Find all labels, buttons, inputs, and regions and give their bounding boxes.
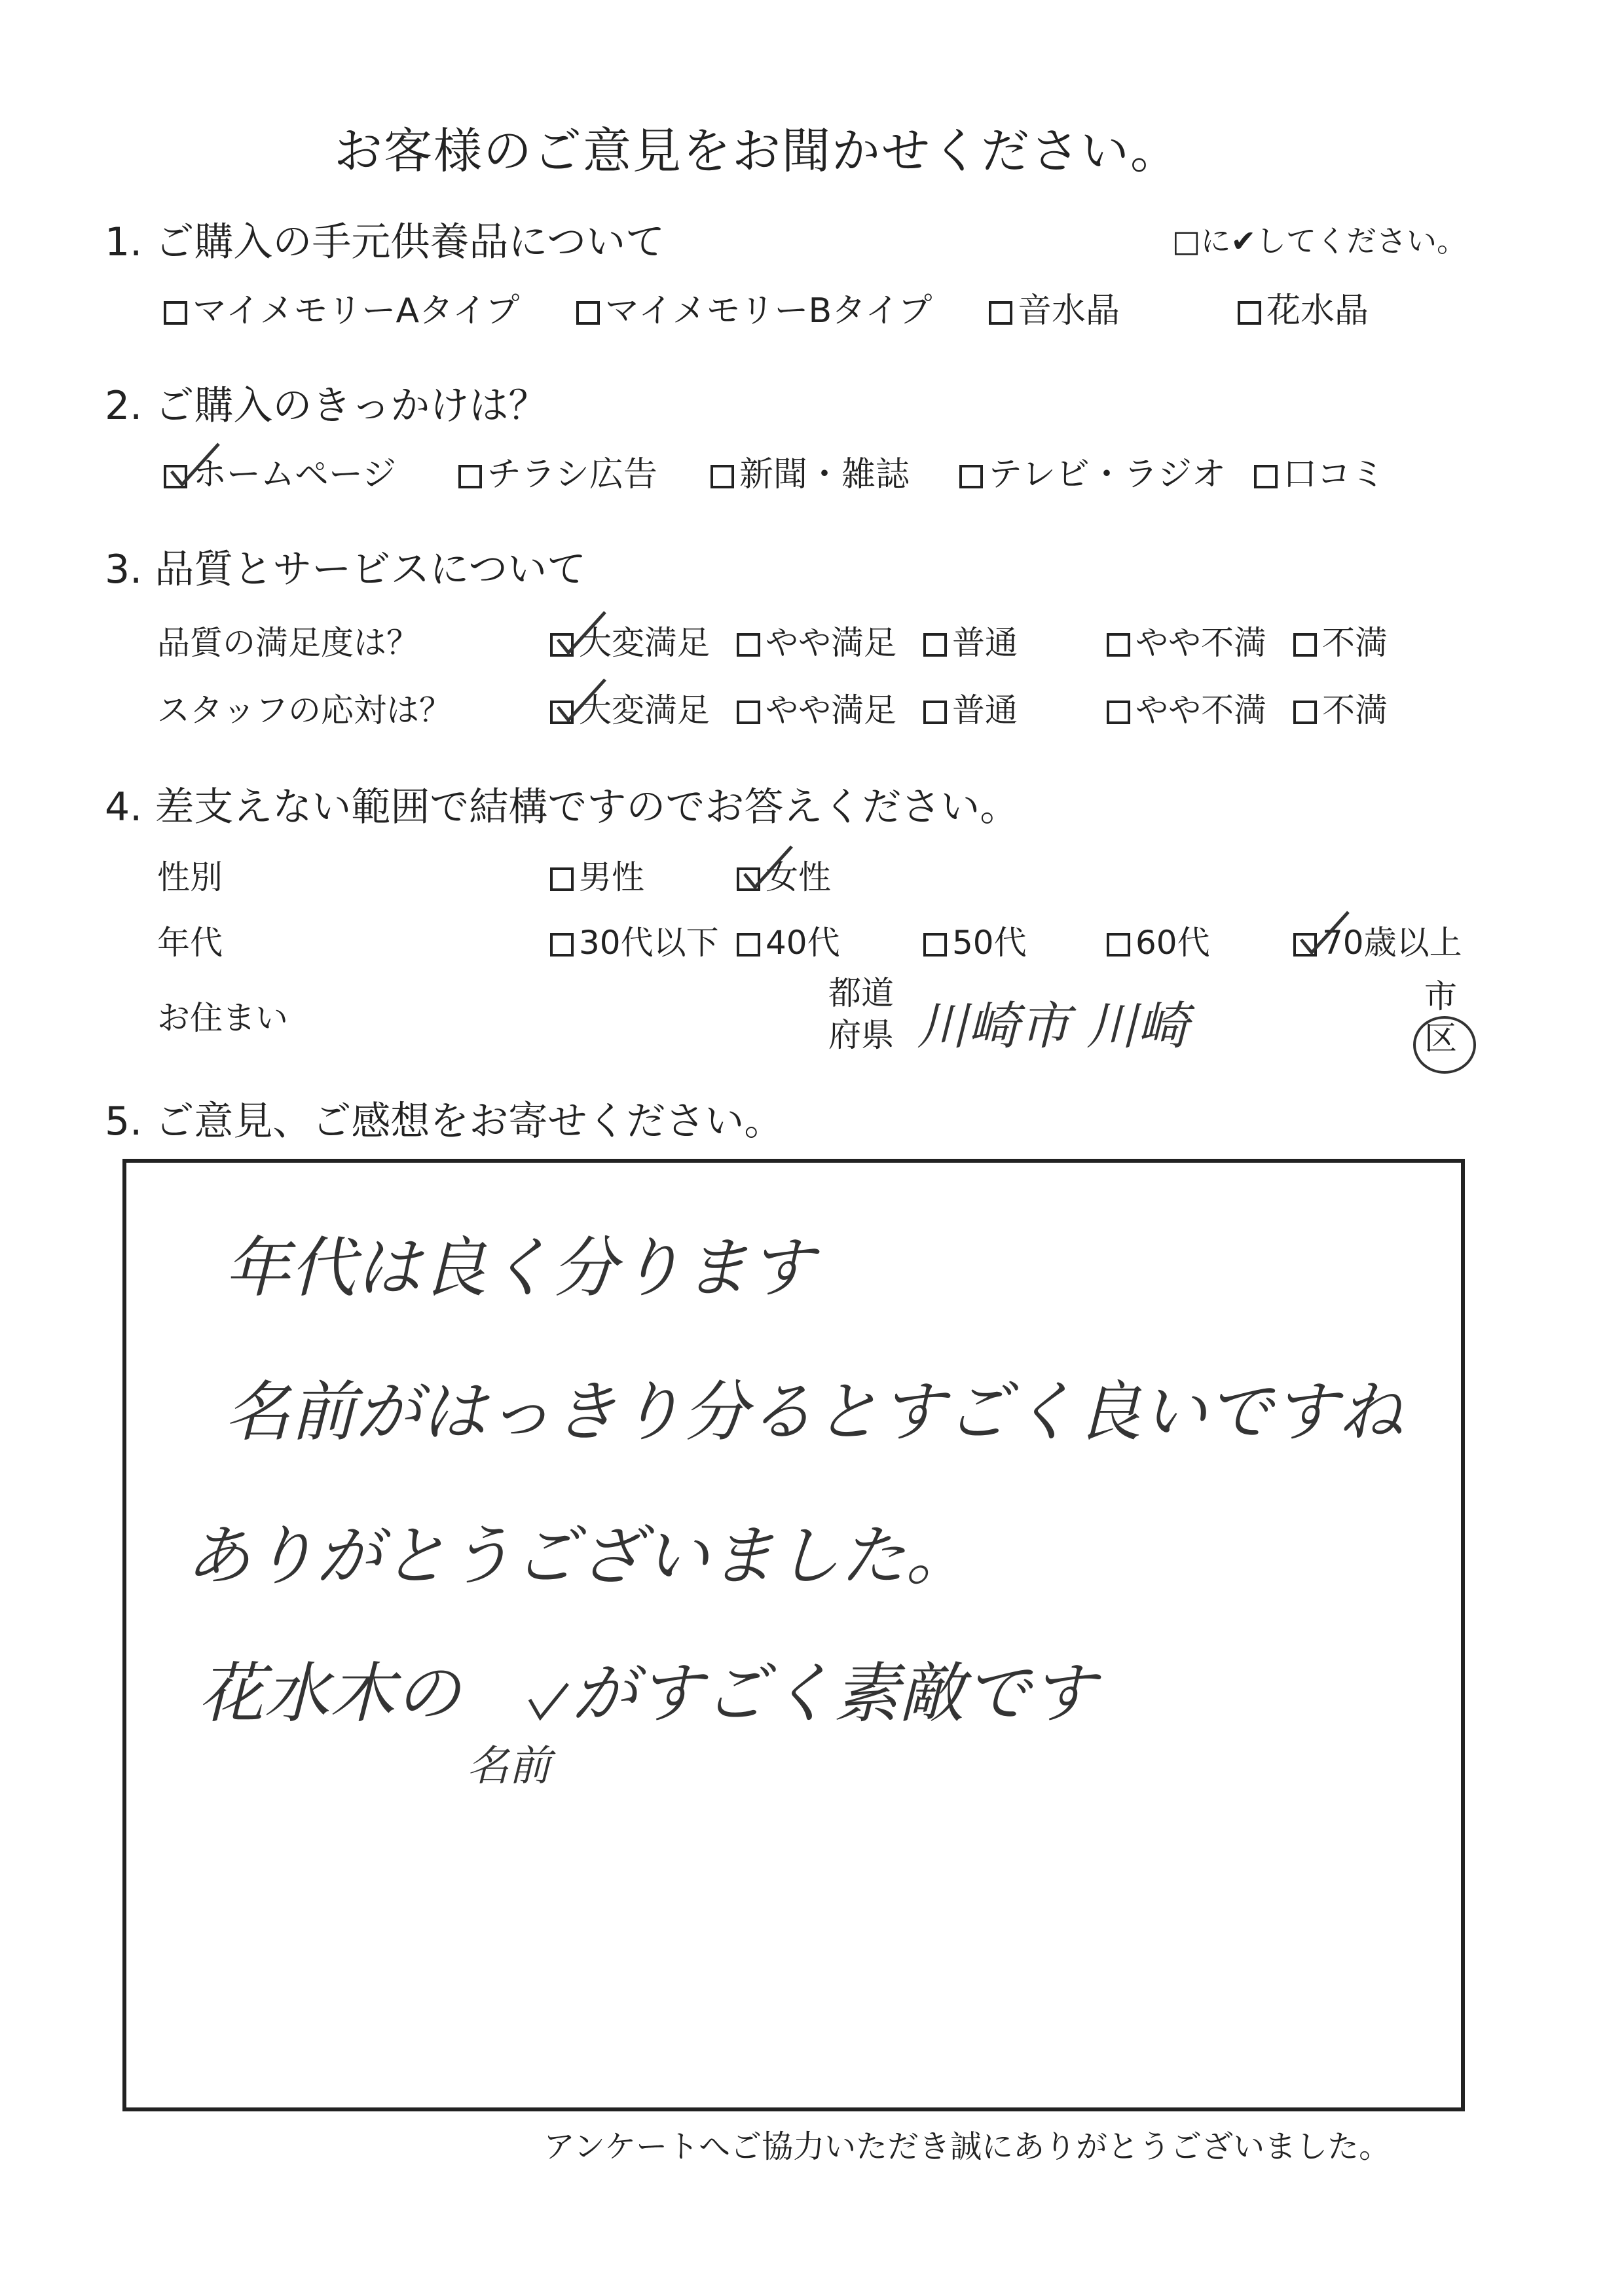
gender-label: 性別 — [157, 858, 223, 896]
checkbox[interactable] — [1107, 701, 1130, 724]
insertion-mark-icon — [526, 1680, 572, 1726]
q1-option-hana[interactable]: 花水晶 — [1238, 283, 1369, 332]
checkbox[interactable] — [737, 701, 760, 724]
q2-option-flyer[interactable]: チラシ広告 — [458, 446, 657, 496]
checkmark-icon — [168, 441, 227, 500]
q4-heading: 4. 差支えない範囲で結構ですのでお答えください。 — [105, 784, 1020, 830]
q1-option-oto[interactable]: 音水晶 — [989, 283, 1120, 332]
q3-row-quality-opt-4[interactable]: やや不満 — [1107, 617, 1266, 664]
q2-option-newspaper[interactable]: 新聞・雑誌 — [710, 446, 910, 496]
q1-option-a[interactable]: マイメモリーAタイプ — [164, 283, 519, 332]
comment-line-3: ありがとうございました。 — [185, 1518, 971, 1594]
checkbox[interactable] — [1293, 701, 1317, 724]
checkbox-checked[interactable] — [550, 701, 574, 724]
checkbox[interactable] — [576, 301, 600, 325]
footer-thanks: アンケートへご協力いただき誠にありがとうございました。 — [544, 2128, 1391, 2165]
ward-circle-mark — [1413, 1016, 1476, 1074]
q3-row-staff-opt-5[interactable]: 不満 — [1293, 684, 1388, 731]
comment-box[interactable] — [122, 1159, 1465, 2111]
q2-option-homepage[interactable]: ホームページ — [164, 446, 396, 496]
q2-option-tv-radio[interactable]: テレビ・ラジオ — [959, 446, 1226, 496]
q3-row-quality-opt-5[interactable]: 不満 — [1293, 617, 1388, 664]
age-label: 年代 — [157, 924, 223, 962]
checkbox[interactable] — [710, 465, 734, 488]
checkbox[interactable] — [458, 465, 482, 488]
comment-line-2: 名前がはっきり分るとすごく良いですね — [225, 1374, 1403, 1450]
checkbox[interactable] — [1107, 633, 1130, 657]
q3-heading: 3. 品質とサービスについて — [105, 547, 587, 592]
comment-line-5: がすごく素敵です — [572, 1655, 1096, 1732]
q3-row-staff-label: スタッフの応対は？ — [157, 691, 452, 729]
q1-instruction: □に✔してください。 — [1172, 223, 1467, 259]
checkbox[interactable] — [1107, 933, 1130, 957]
comment-insertion-word: 名前 — [467, 1742, 551, 1791]
checkbox[interactable] — [1238, 301, 1261, 325]
q5-heading: 5. ご意見、ご感想をお寄せください。 — [105, 1099, 784, 1144]
residence-handwritten: 川崎市 川崎 — [917, 997, 1189, 1056]
checkbox[interactable] — [923, 633, 947, 657]
q3-row-quality-opt-3[interactable]: 普通 — [923, 617, 1018, 664]
checkbox-checked[interactable] — [164, 465, 187, 488]
age-70-over[interactable]: 70歳以上 — [1293, 917, 1462, 964]
q1-option-b[interactable]: マイメモリーBタイプ — [576, 283, 932, 332]
checkbox[interactable] — [989, 301, 1012, 325]
prefecture-label: 都道 府県 — [828, 974, 894, 1054]
comment-line-4: 花水木の — [198, 1655, 460, 1732]
q3-row-staff-opt-2[interactable]: やや満足 — [737, 684, 896, 731]
checkmark-icon — [741, 844, 800, 903]
age-50s[interactable]: 50代 — [923, 917, 1027, 964]
q3-row-staff-opt-4[interactable]: やや不満 — [1107, 684, 1266, 731]
age-40s[interactable]: 40代 — [737, 917, 840, 964]
checkbox[interactable] — [550, 933, 574, 957]
checkmark-icon — [554, 677, 613, 736]
checkbox[interactable] — [959, 465, 983, 488]
checkbox-checked[interactable] — [1293, 933, 1317, 957]
age-60s[interactable]: 60代 — [1107, 917, 1210, 964]
gender-female[interactable]: 女性 — [737, 851, 831, 898]
age-30-under[interactable]: 30代以下 — [550, 917, 719, 964]
checkbox[interactable] — [1293, 633, 1317, 657]
page-title: お客様のご意見をお聞かせください。 — [334, 123, 1180, 179]
checkbox[interactable] — [550, 867, 574, 891]
checkmark-icon — [554, 610, 613, 668]
checkbox[interactable] — [923, 933, 947, 957]
q3-row-staff-opt-1[interactable]: 大変満足 — [550, 684, 710, 731]
q2-heading: 2. ご購入のきっかけは？ — [105, 383, 548, 429]
checkbox[interactable] — [923, 701, 947, 724]
checkbox[interactable] — [1254, 465, 1278, 488]
checkbox-checked[interactable] — [550, 633, 574, 657]
q1-heading: 1. ご購入の手元供養品について — [105, 219, 665, 265]
residence-label: お住まい — [157, 999, 288, 1037]
checkbox[interactable] — [737, 933, 760, 957]
comment-line-1: 年代は良く分ります — [225, 1230, 814, 1306]
q3-row-quality-opt-1[interactable]: 大変満足 — [550, 617, 710, 664]
gender-male[interactable]: 男性 — [550, 851, 644, 898]
q3-row-staff-opt-3[interactable]: 普通 — [923, 684, 1018, 731]
q3-row-quality-opt-2[interactable]: やや満足 — [737, 617, 896, 664]
city-ward-label: 市 区 — [1424, 977, 1457, 1057]
q3-row-quality-label: 品質の満足度は？ — [157, 624, 419, 662]
checkbox[interactable] — [737, 633, 760, 657]
checkbox-checked[interactable] — [737, 867, 760, 891]
checkmark-icon — [1297, 909, 1356, 968]
q2-option-word-of-mouth[interactable]: 口コミ — [1254, 446, 1385, 496]
checkbox[interactable] — [164, 301, 187, 325]
